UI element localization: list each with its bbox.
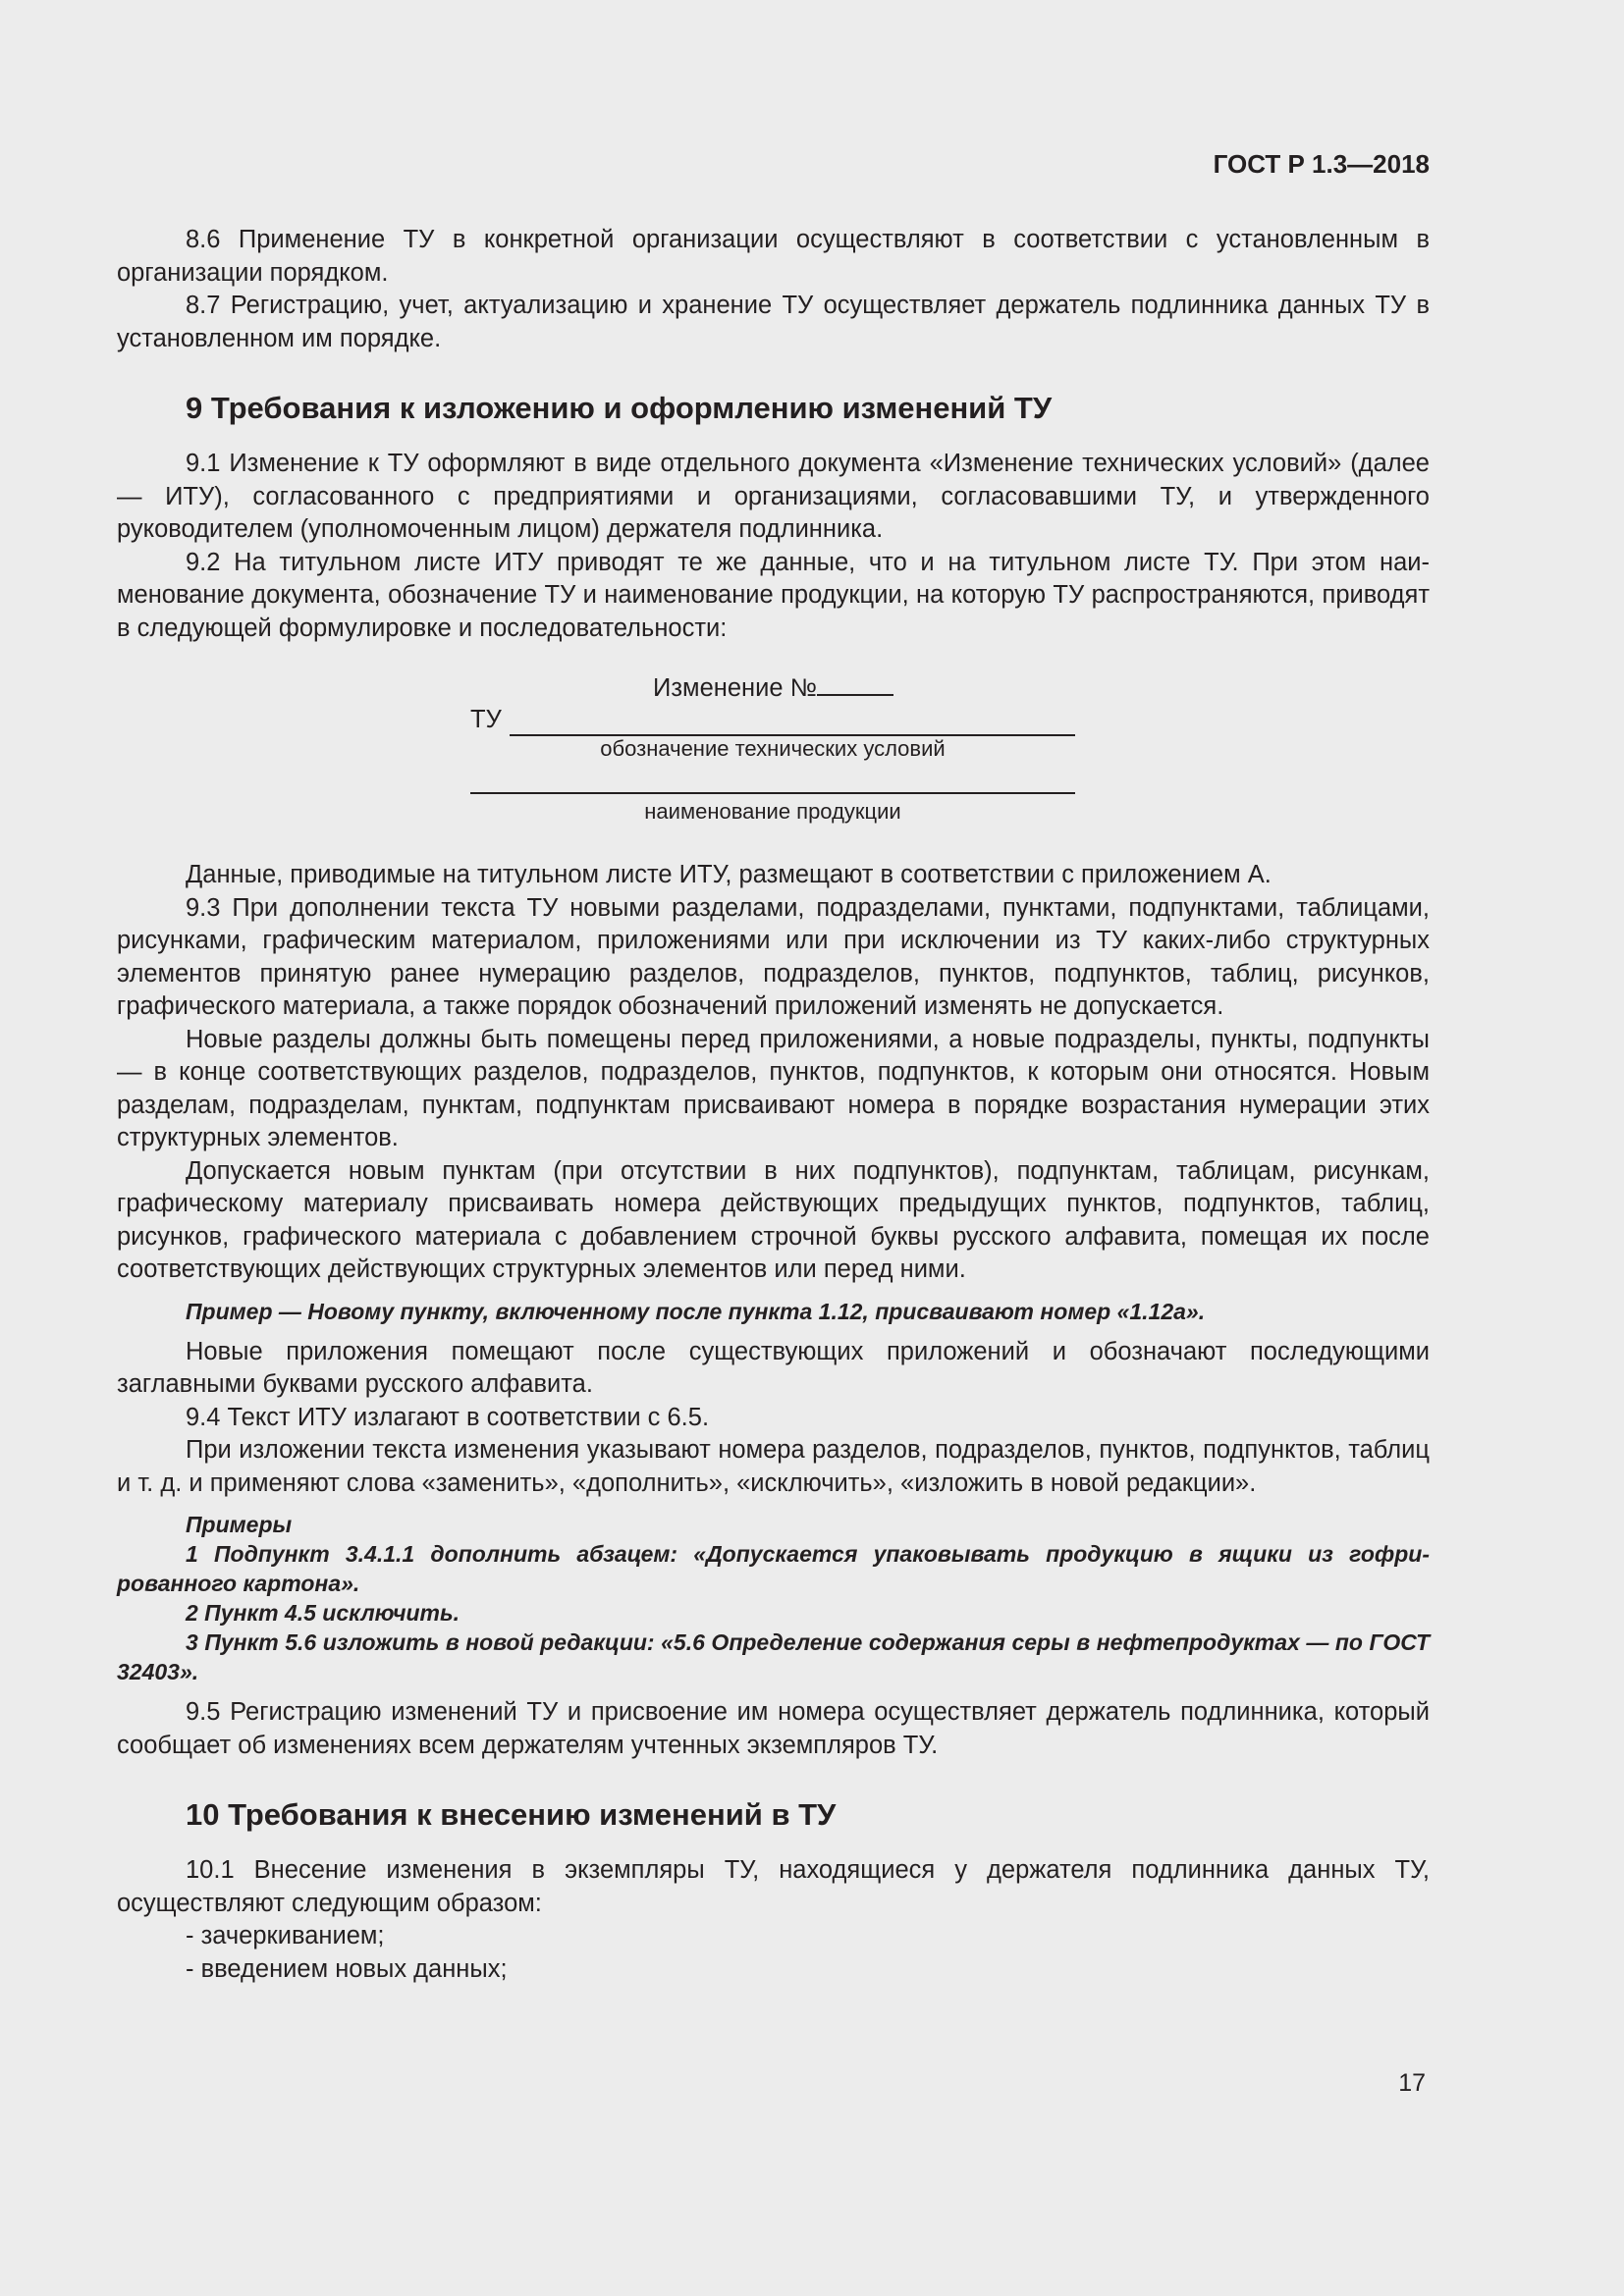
form-title xyxy=(117,670,1430,706)
paragraph-9-2: 9.2 На титульном листе ИТУ приводят те же данные, что и на титульном листе ТУ. При этом наименование документа, обозначение ТУ и наименование продукции, на которую ТУ распространяются, приводят в следующей формулировке и последовательности: xyxy=(117,548,1430,642)
form-caption-designation: обозначение технических условий xyxy=(600,736,946,761)
form-product-line xyxy=(470,792,1075,794)
page-number: 17 xyxy=(1398,2069,1426,2097)
examples-title: Примеры xyxy=(186,1512,293,1537)
paragraph-when-stating: При изложении текста изменения указывают номера разделов, подразделов, пунктов, подпунктов, таблиц и т. д. и применяют слова «заменить», «дополнить», «исключить», «изложить в новой редакции». xyxy=(117,1436,1430,1497)
page-content xyxy=(117,224,1430,1986)
paragraph-9-3: 9.3 При дополнении текста ТУ новыми разделами, подразделами, пунктами, подпунктами, таблицами, рисунками, графическим материалом, приложениями или при исключении из ТУ каких-либо структурных элементов принятую ранее нумерацию разделов, подразделов, пунктов, подпунктов, таблиц, рисунков, графического материала, а также порядок обозначений приложений изменять не допускается. xyxy=(117,893,1430,1020)
paragraph-9-1: 9.1 Изменение к ТУ оформляют в виде отдельного документа «Изменение технических условий» (далее — ИТУ), согласованного с предприятиями и организациями, согласовавшими ТУ, и утвержденного руководителем (уполномоченным лицом) держателя подлинника. xyxy=(117,450,1430,543)
document-code: ГОСТ Р 1.3—2018 xyxy=(1213,149,1430,179)
paragraph-data-annex: Данные, приводимые на титульном листе ИТУ, размещают в соответствии с приложением А. xyxy=(186,861,1272,888)
paragraph-8-7: 8.7 Регистрацию, учет, актуализацию и хранение ТУ осуществляет держатель подлинника данных ТУ в установленном им порядке. xyxy=(117,292,1430,352)
paragraph-allowed: Допускается новым пунктам (при отсутствии в них подпунктов), подпунктам, таблицам, рисункам, графическому материалу присваивать номера действующих предыдущих пунктов, подпунктов, таблиц, рисунков, графического материала с добавлением строчной буквы русского алфавита, помещая их после соответствующих действующих структурных элементов или перед ними. xyxy=(117,1156,1430,1283)
form-number-blank xyxy=(817,670,893,696)
form-title-text: Изменение № xyxy=(653,674,817,702)
form-caption-product: наименование продукции xyxy=(644,799,901,824)
list-item: - введением новых данных; xyxy=(186,1954,508,1983)
example-item: 2 Пункт 4.5 исключить. xyxy=(186,1600,460,1626)
form-tu-row xyxy=(470,704,1075,737)
form-tu-label: ТУ xyxy=(470,706,502,733)
paragraph-8-6: 8.6 Применение ТУ в конкретной организации осуществляют в соответствии с установленным в организации порядком. xyxy=(117,226,1430,287)
example-item: 1 Подпункт 3.4.1.1 дополнить абзацем: «Допускается упаковывать продукцию в ящики из гофрированного картона». xyxy=(117,1541,1430,1596)
paragraph-new-sections: Новые разделы должны быть помещены перед приложениями, а новые подразделы, пункты, подпункты — в конце соответствующих разделов, подразделов, пунктов, подпунктов, к которым они относятся. Новым разделам, подразделам, пунктам, подпунктам присваивают номера в порядке возрастания нумерации этих структурных элементов. xyxy=(117,1025,1430,1151)
list-item: - зачеркиванием; xyxy=(186,1922,385,1949)
paragraph-new-annex: Новые приложения помещают после существующих приложений и обозначают последующими заглавными буквами русского алфавита. xyxy=(117,1337,1430,1398)
example-item: 3 Пункт 5.6 изложить в новой редакции: «5.6 Определение содержания серы в нефтепродуктах — по ГОСТ 32403». xyxy=(117,1629,1430,1684)
section-10-heading: 10 Требования к внесению изменений в ТУ xyxy=(186,1797,837,1832)
example-note: Пример — Новому пункту, включенному после пункта 1.12, присваивают номер «1.12а». xyxy=(186,1298,1206,1324)
section-9-heading: 9 Требования к изложению и оформлению изменений ТУ xyxy=(186,391,1053,425)
paragraph-9-4: 9.4 Текст ИТУ излагают в соответствии с 6.5. xyxy=(186,1403,710,1431)
paragraph-9-5: 9.5 Регистрацию изменений ТУ и присвоение им номера осуществляет держатель подлинника, который сообщает об изменениях всем держателям учтенных экземпляров ТУ. xyxy=(117,1698,1430,1759)
paragraph-10-1: 10.1 Внесение изменения в экземпляры ТУ, находящиеся у держателя подлинника данных ТУ, осуществляют следующим образом: xyxy=(117,1856,1430,1917)
title-form-sample xyxy=(117,670,1430,824)
